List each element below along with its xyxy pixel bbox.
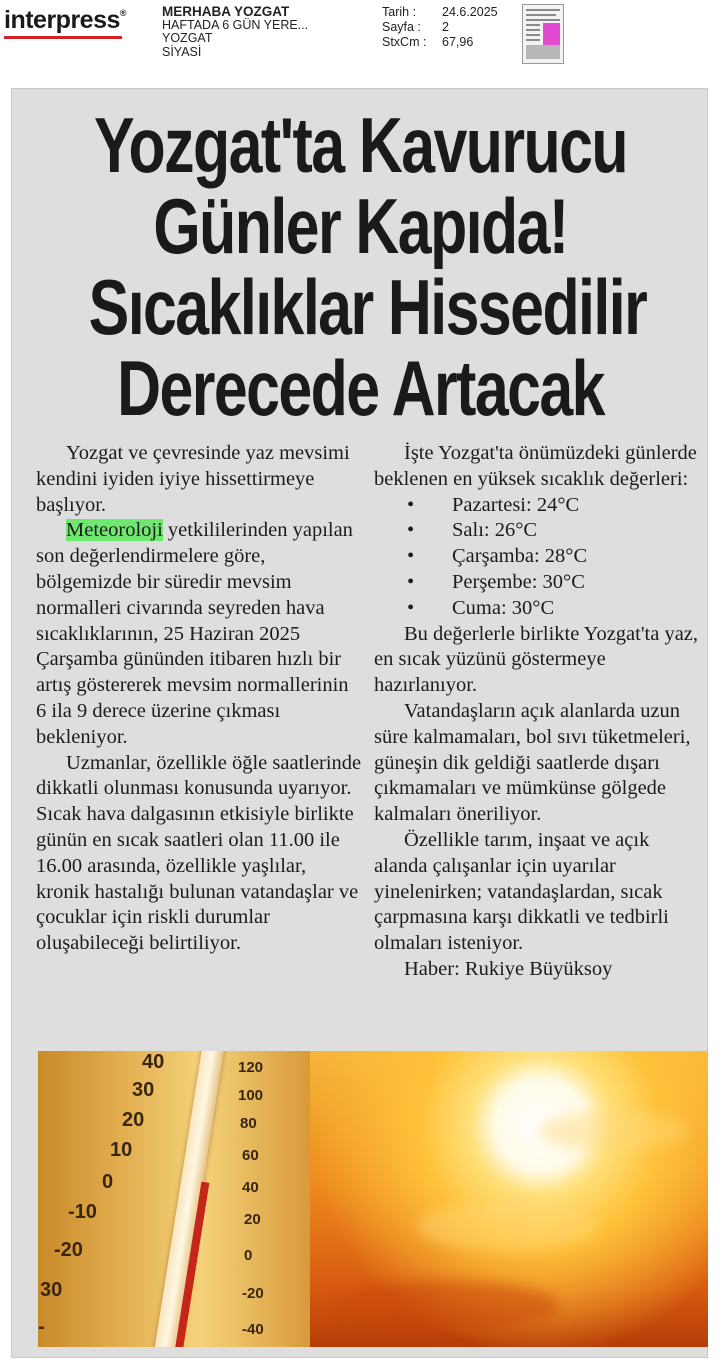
publication-name: MERHABA YOZGAT	[162, 4, 290, 19]
thermometer-image	[38, 1051, 310, 1347]
paragraph: Yozgat ve çevresinde yaz mevsimi kendini iyiden iyiye hissettirmeye başlıyor.	[36, 442, 350, 516]
thumb-line	[526, 24, 540, 26]
scale-tick-left: 0	[102, 1171, 114, 1193]
photo-cloud	[418, 1201, 598, 1251]
scale-tick-right: 100	[238, 1087, 264, 1104]
paragraph: Özellikle tarım, inşaat ve açık alanda çalışanlar için uyarılar yinelenirken; vatandaşlardan, sıcak çarpmasına karşı dikkatli ve tedbirli olmaları isteniyor.	[374, 828, 669, 955]
article-column-left	[36, 441, 362, 957]
thumb-line	[526, 19, 560, 21]
scale-tick-left: 30	[40, 1279, 63, 1301]
scale-tick-left: 30	[132, 1079, 155, 1101]
paragraph: İşte Yozgat'ta önümüzdeki günlerde beklenen en yüksek sıcaklık değerleri:	[374, 442, 697, 490]
bullet: •	[407, 519, 415, 542]
paragraph: Bu değerlerle birlikte Yozgat'ta yaz, en sıcak yüzünü göstermeye hazırlanıyor.	[374, 622, 699, 697]
forecast-list	[374, 493, 704, 622]
publication-frequency: HAFTADA 6 GÜN YERE...	[162, 17, 309, 32]
headline-line: Yozgat'ta Kavurucu	[94, 101, 627, 189]
clipping-meta	[382, 5, 498, 50]
scale-tick-right: 20	[244, 1211, 261, 1228]
clipping-header	[0, 0, 721, 80]
forecast-text: Perşembe: 30°C	[452, 570, 585, 593]
scale-tick-right: 80	[240, 1115, 257, 1132]
article-column-right	[374, 441, 704, 983]
scale-tick-right: -40	[242, 1321, 264, 1338]
scale-tick-right: 40	[242, 1179, 259, 1196]
logo-underline	[4, 36, 122, 39]
scale-tick-left: -10	[68, 1201, 97, 1223]
meta-date-label: Tarih :	[382, 5, 417, 19]
thumb-line	[526, 39, 540, 41]
scale-tick-left: 10	[110, 1139, 133, 1161]
paragraph-text: yetkililerinden yapılan son değerlendirmelere göre, bölgemizde bir süredir mevsim normalleri civarında seyreden hava sıcaklıklarının, 25 Haziran 2025 Çarşamba gününden itibaren hızlı bir artış göstererek mevsim normallerinin 6 ila 9 derece üzerine çıkması bekleniyor.	[36, 519, 353, 748]
forecast-item	[374, 544, 704, 570]
logo-text: interpress	[4, 6, 120, 34]
article-byline: Haber: Rukiye Büyüksoy	[404, 957, 613, 980]
meta-stxcm-label: StxCm :	[382, 35, 427, 49]
interpress-logo	[4, 6, 126, 35]
publication-section: SİYASİ	[162, 44, 202, 59]
forecast-text: Salı: 26°C	[452, 519, 538, 542]
article-clipping	[11, 88, 708, 1358]
scale-tick-right: 60	[242, 1147, 259, 1164]
meta-page-row	[382, 20, 498, 35]
scale-tick-left: 40	[142, 1051, 165, 1073]
scale-tick-right: 120	[238, 1059, 264, 1076]
paragraph: Vatandaşların açık alanlarda uzun süre kalmamaları, bol sıvı tüketmeleri, güneşin dik geldiği saatlerde dışarı çıkmamaları ve mümkünse gölgede kalmaları öneriliyor.	[374, 699, 691, 826]
paragraph	[36, 518, 362, 750]
thumb-line	[526, 9, 560, 11]
meta-date-value: 24.6.2025	[442, 5, 498, 19]
headline-line: Günler Kapıda!	[153, 182, 568, 270]
meta-stxcm-row	[382, 35, 498, 50]
publication-city: YOZGAT	[162, 31, 213, 45]
forecast-item	[374, 570, 704, 596]
thumb-image-block	[526, 45, 560, 59]
thumb-line	[526, 14, 556, 16]
bullet: •	[407, 570, 415, 593]
meta-date-row	[382, 5, 498, 20]
forecast-item	[374, 596, 704, 622]
thumb-article-highlight	[543, 23, 560, 45]
bullet: •	[407, 493, 415, 516]
forecast-item	[374, 518, 704, 544]
scale-tick-right: -20	[242, 1285, 264, 1302]
bullet: •	[407, 545, 415, 568]
registered-mark: ®	[119, 8, 127, 18]
forecast-text: Çarşamba: 28°C	[452, 545, 588, 568]
scale-tick-left: -20	[54, 1239, 83, 1261]
paragraph: Uzmanlar, özellikle öğle saatlerinde dikkatli olunması konusunda uyarıyor. Sıcak hava dalgasının etkisiyle birlikte günün en sıcak saatleri olan 11.00 ile 16.00 arasında, özellikle yaşlılar, kronik hastalığı bulunan vatandaşlar ve çocuklar için riskli durumlar oluşabileceği belirtiliyor.	[36, 751, 362, 955]
meta-page-label: Sayfa :	[382, 20, 421, 34]
article-headline	[12, 101, 709, 432]
scale-tick-left: 20	[122, 1109, 145, 1131]
forecast-item	[374, 493, 704, 519]
thumb-line	[526, 29, 540, 31]
headline-line: Sıcaklıklar Hissedilir	[88, 263, 647, 351]
photo-cloud	[538, 1111, 688, 1151]
headline-line: Derecede Artacak	[117, 344, 604, 432]
meta-page-value: 2	[442, 20, 449, 34]
page-thumbnail[interactable]	[522, 4, 564, 64]
forecast-text: Cuma: 30°C	[452, 596, 555, 619]
forecast-text: Pazartesi: 24°C	[452, 493, 580, 516]
photo-cloud	[338, 1281, 558, 1331]
publication-info	[162, 5, 308, 59]
bullet: •	[407, 596, 415, 619]
highlighted-keyword: Meteoroloji	[66, 519, 163, 542]
scale-tick-left: -	[38, 1316, 45, 1338]
thumb-line	[526, 34, 540, 36]
scale-tick-right: 0	[244, 1247, 253, 1264]
heatwave-photo	[38, 1051, 708, 1347]
meta-stxcm-value: 67,96	[442, 35, 474, 49]
